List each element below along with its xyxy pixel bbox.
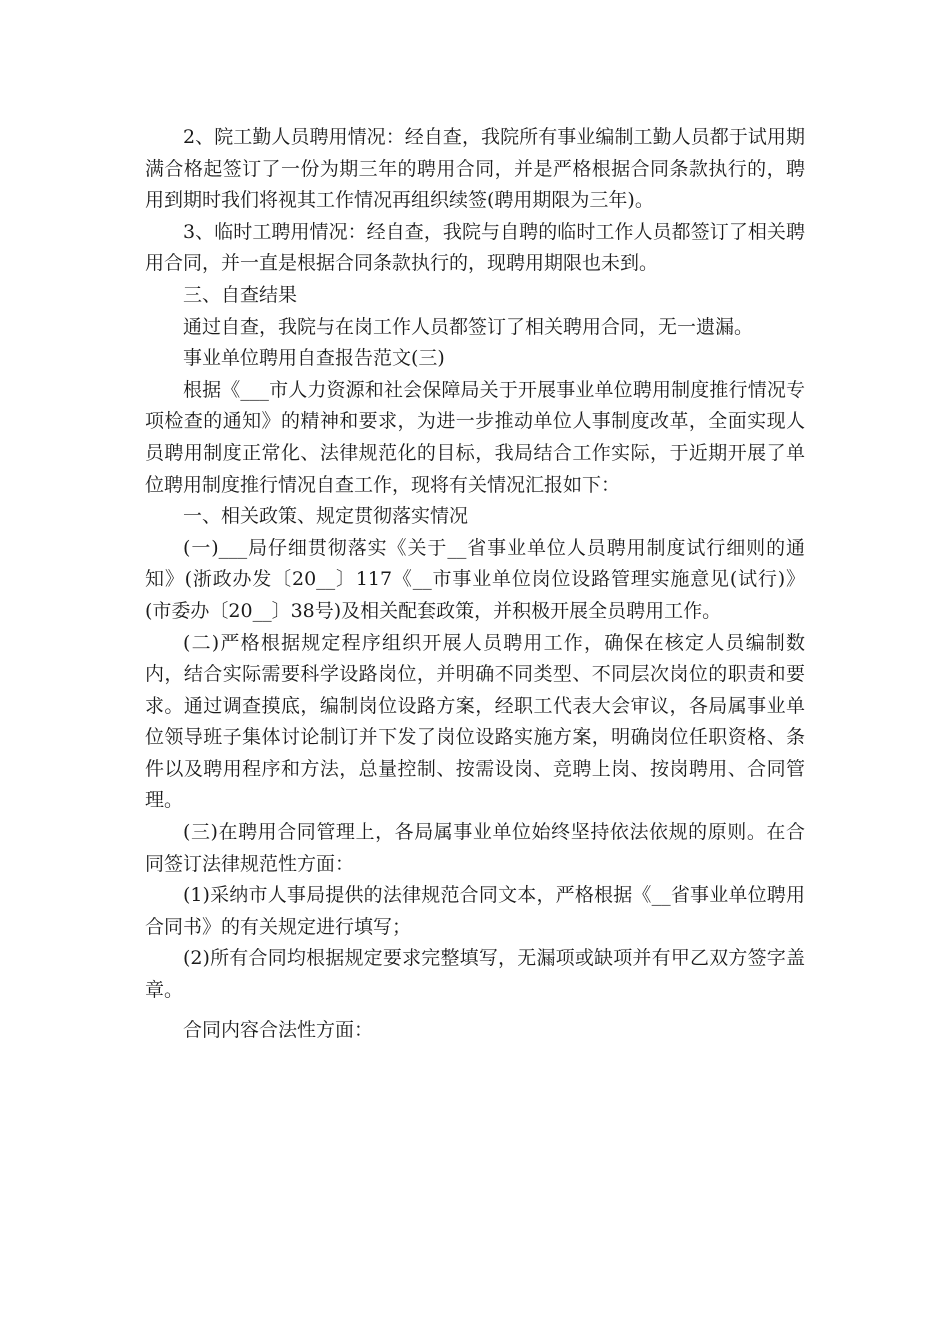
section-heading-sample-three: 事业单位聘用自查报告范文(三): [183, 347, 445, 370]
paragraph-subitem-one: (1)采纳市人事局提供的法律规范合同文本，严格根据《__省事业单位聘用合同书》的有关规定进行填写；: [145, 884, 805, 938]
section-heading-policy: 一、相关政策、规定贯彻落实情况: [183, 505, 469, 528]
paragraph-worker-hiring: 2、院工勤人员聘用情况：经自查，我院所有事业编制工勤人员都于试用期满合格起签订了一份为期三年的聘用合同，并是严格根据合同条款执行的，聘用到期时我们将视其工作情况再组织续签(聘用期限为三年)。: [145, 126, 805, 212]
paragraph-results: 通过自查，我院与在岗工作人员都签订了相关聘用合同，无一遗漏。: [183, 315, 754, 338]
paragraph-item-two: (二)严格根据规定程序组织开展人员聘用工作，确保在核定人员编制数内，结合实际需要科学设路岗位，并明确不同类型、不同层次岗位的职责和要求。通过调查摸底，编制岗位设路方案，经职工代表大会审议，各局属事业单位领导班子集体讨论制订并下发了岗位设路实施方案，明确岗位任职资格、条件以及聘用程序和方法，总量控制、按需设岗、竞聘上岗、按岗聘用、合同管理。: [145, 631, 805, 812]
document-body: [145, 122, 805, 1046]
paragraph-subitem-two: (2)所有合同均根据规定要求完整填写，无漏项或缺项并有甲乙双方签字盖章。: [145, 947, 805, 1002]
paragraph-item-three: (三)在聘用合同管理上，各局属事业单位始终坚持依法依规的原则。在合同签订法律规范性方面：: [145, 821, 805, 875]
paragraph-item-one: (一)___局仔细贯彻落实《关于__省事业单位人员聘用制度试行细则的通知》(浙政办发〔20__〕117《__市事业单位岗位设路管理实施意见(试行)》(市委办〔20__〕38号)及相关配套政策，并积极开展全员聘用工作。: [145, 536, 805, 622]
paragraph-temp-hiring: 3、临时工聘用情况：经自查，我院与自聘的临时工作人员都签订了相关聘用合同，并一直是根据合同条款执行的，现聘用期限也未到。: [145, 220, 805, 275]
section-heading-results: 三、自查结果: [183, 283, 298, 306]
paragraph-intro: 根据《___市人力资源和社会保障局关于开展事业单位聘用制度推行情况专项检查的通知》的精神和要求，为进一步推动单位人事制度改革，全面实现人员聘用制度正常化、法律规范化的目标，我局结合工作实际，于近期开展了单位聘用制度推行情况自查工作，现将有关情况汇报如下：: [145, 378, 805, 496]
paragraph-content-legality: 合同内容合法性方面：: [183, 1018, 374, 1041]
